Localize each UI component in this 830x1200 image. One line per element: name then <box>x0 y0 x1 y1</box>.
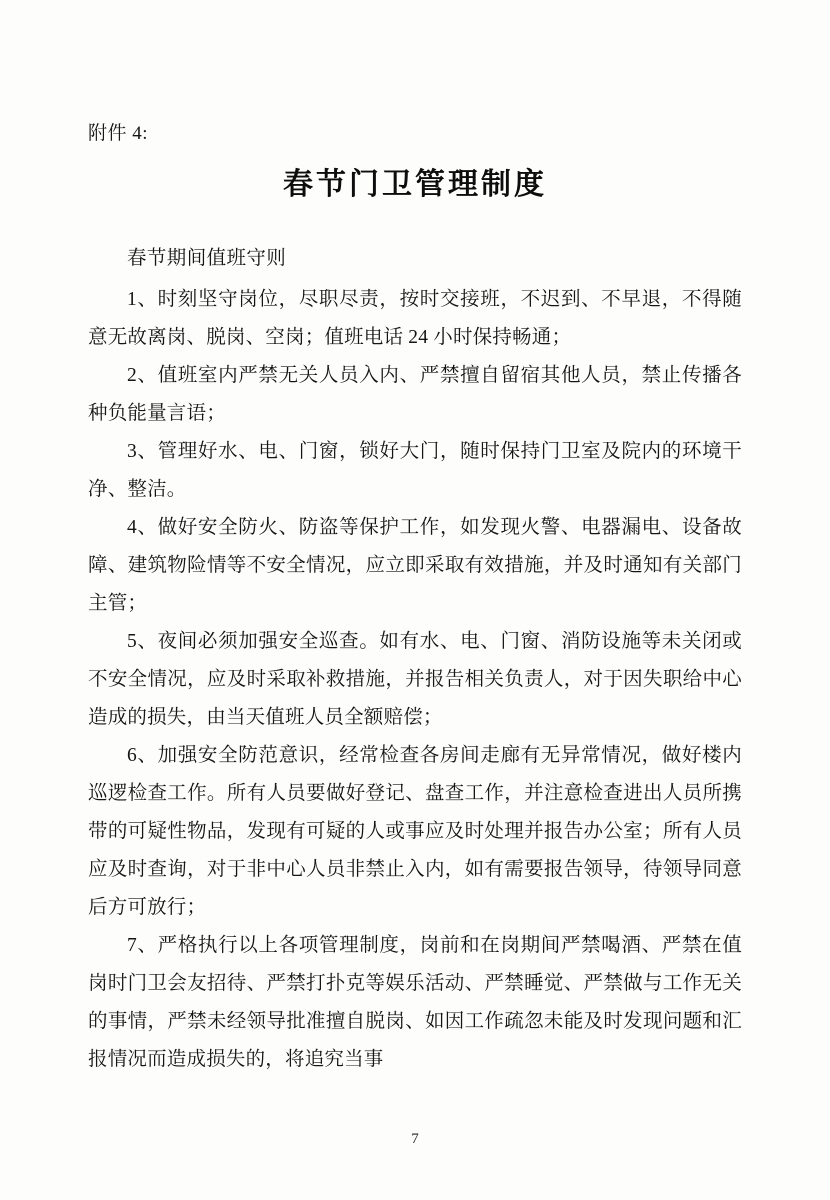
page-number: 7 <box>411 1131 419 1147</box>
paragraph-7: 7、严格执行以上各项管理制度，岗前和在岗期间严禁喝酒、严禁在值岗时门卫会友招待、严禁打扑克等娱乐活动、严禁睡觉、严禁做与工作无关的事情，严禁未经领导批准擅自脱岗、如因工作疏忽未能及时发现问题和汇报情况而造成损失的，将追究当事 <box>88 935 742 1071</box>
attachment-label: 附件 4: <box>88 123 149 144</box>
paragraph-1: 1、时刻坚守岗位，尽职尽责，按时交接班，不迟到、不早退，不得随意无故离岗、脱岗、空岗；值班电话 24 小时保持畅通； <box>88 289 742 349</box>
paragraph-3: 3、管理好水、电、门窗，锁好大门，随时保持门卫室及院内的环境干净、整洁。 <box>88 441 742 501</box>
paragraph-5: 5、夜间必须加强安全巡查。如有水、电、门窗、消防设施等未关闭或不安全情况，应及时采取补救措施，并报告相关负责人，对于因失职给中心造成的损失，由当天值班人员全额赔偿； <box>88 631 742 729</box>
page-title: 春节门卫管理制度 <box>283 167 547 202</box>
section-subtitle: 春节期间值班守则 <box>127 248 287 269</box>
paragraph-2: 2、值班室内严禁无关人员入内、严禁擅自留宿其他人员，禁止传播各种负能量言语； <box>88 365 742 425</box>
paragraph-4: 4、做好安全防火、防盗等保护工作，如发现火警、电器漏电、设备故障、建筑物险情等不安全情况，应立即采取有效措施，并及时通知有关部门主管； <box>88 517 742 615</box>
paragraph-6: 6、加强安全防范意识，经常检查各房间走廊有无异常情况，做好楼内巡逻检查工作。所有人员要做好登记、盘查工作，并注意检查进出人员所携带的可疑性物品，发现有可疑的人或事应及时处理并报告办公室；所有人员应及时查询，对于非中心人员非禁止入内，如有需要报告领导，待领导同意后方可放行； <box>88 745 742 919</box>
